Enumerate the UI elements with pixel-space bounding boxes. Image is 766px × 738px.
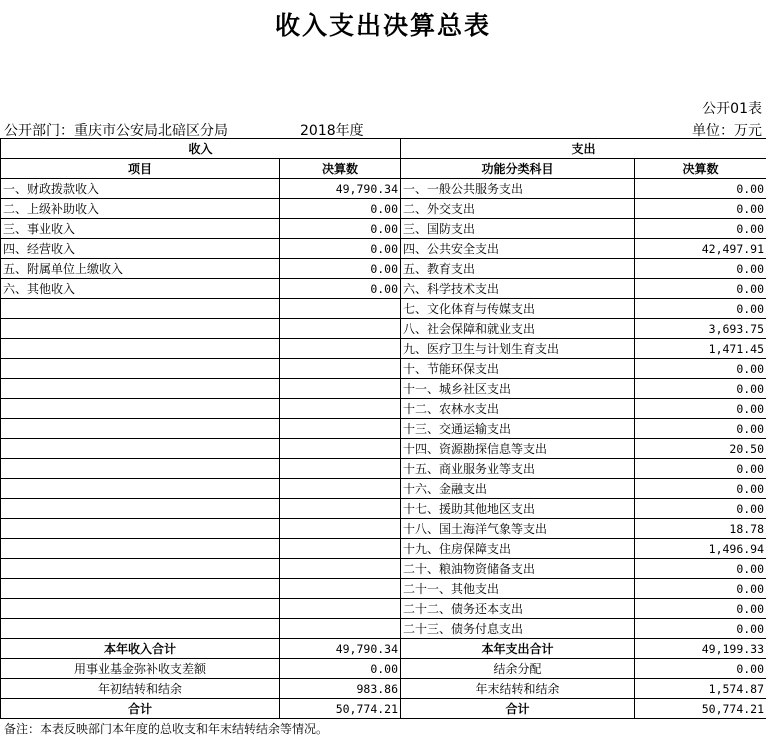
income-amount: [280, 499, 401, 519]
expense-summary-label: 合计: [401, 699, 635, 719]
income-item: [1, 319, 280, 339]
income-item: 一、财政拨款收入: [1, 179, 280, 199]
expense-item: 六、科学技术支出: [401, 279, 635, 299]
table-row: [1, 179, 766, 199]
expense-item: 十六、金融支出: [401, 479, 635, 499]
income-item: [1, 599, 280, 619]
item-column-header: 项目: [1, 159, 280, 179]
income-item: 四、经营收入: [1, 239, 280, 259]
expense-amount: 0.00: [635, 399, 766, 419]
income-amount: [280, 539, 401, 559]
table-row: [1, 259, 766, 279]
expense-amount: 0.00: [635, 619, 766, 639]
income-amount: [280, 419, 401, 439]
expense-item: 十、节能环保支出: [401, 359, 635, 379]
income-item: [1, 539, 280, 559]
income-amount: [280, 319, 401, 339]
table-row: [1, 619, 766, 639]
expense-item: 十三、交通运输支出: [401, 419, 635, 439]
income-amount: 0.00: [280, 259, 401, 279]
income-item: [1, 359, 280, 379]
income-amount: [280, 359, 401, 379]
expense-amount: 0.00: [635, 599, 766, 619]
table-row: [1, 559, 766, 579]
form-number: 公开01表: [702, 101, 762, 117]
table-row: [1, 419, 766, 439]
expense-item: 四、公共安全支出: [401, 239, 635, 259]
expense-summary-amount: 50,774.21: [635, 699, 766, 719]
income-header: 收入: [1, 139, 401, 159]
table-row: [1, 379, 766, 399]
income-amount: [280, 339, 401, 359]
summary-row: [1, 679, 766, 699]
income-amount: [280, 439, 401, 459]
expense-amount: 20.50: [635, 439, 766, 459]
income-amount: 0.00: [280, 199, 401, 219]
table-row: [1, 499, 766, 519]
table-row: [1, 599, 766, 619]
fiscal-year: 2018年度: [300, 123, 364, 139]
expense-summary-amount: 1,574.87: [635, 679, 766, 699]
expense-amount: 1,496.94: [635, 539, 766, 559]
expense-summary-label: 结余分配: [401, 659, 635, 679]
table-row: [1, 279, 766, 299]
table-row: [1, 439, 766, 459]
expense-summary-label: 本年支出合计: [401, 639, 635, 659]
expense-item: 五、教育支出: [401, 259, 635, 279]
section-header-row: [1, 139, 766, 159]
income-summary-amount: 49,790.34: [280, 639, 401, 659]
summary-row: [1, 699, 766, 719]
expense-amount: 0.00: [635, 459, 766, 479]
table-row: [1, 519, 766, 539]
expense-amount: 3,693.75: [635, 319, 766, 339]
expense-item: 十一、城乡社区支出: [401, 379, 635, 399]
table-row: [1, 299, 766, 319]
income-amount: [280, 299, 401, 319]
income-item: [1, 419, 280, 439]
amount-column-header: 决算数: [280, 159, 401, 179]
department-label: 公开部门：重庆市公安局北碚区分局: [4, 123, 228, 139]
expense-item: 二十一、其他支出: [401, 579, 635, 599]
expense-item: 十八、国土海洋气象等支出: [401, 519, 635, 539]
expense-item: 三、国防支出: [401, 219, 635, 239]
income-item: [1, 519, 280, 539]
expense-amount: 0.00: [635, 259, 766, 279]
expense-amount: 0.00: [635, 179, 766, 199]
page-title: 收入支出决算总表: [274, 11, 491, 40]
expense-item: 九、医疗卫生与计划生育支出: [401, 339, 635, 359]
expense-item: 十二、农林水支出: [401, 399, 635, 419]
expense-amount: 0.00: [635, 199, 766, 219]
table-row: [1, 199, 766, 219]
income-item: 五、附属单位上缴收入: [1, 259, 280, 279]
expense-amount: 0.00: [635, 479, 766, 499]
expense-amount: 0.00: [635, 419, 766, 439]
summary-row: [1, 659, 766, 679]
budget-table: [0, 138, 766, 719]
income-item: [1, 579, 280, 599]
expense-amount: 42,497.91: [635, 239, 766, 259]
expense-item: 二十二、债务还本支出: [401, 599, 635, 619]
income-amount: [280, 579, 401, 599]
income-amount: [280, 559, 401, 579]
expense-item: 十九、住房保障支出: [401, 539, 635, 559]
income-summary-amount: 0.00: [280, 659, 401, 679]
income-amount: [280, 399, 401, 419]
expense-item: 二十、粮油物资储备支出: [401, 559, 635, 579]
expense-amount: 0.00: [635, 559, 766, 579]
expense-amount: 0.00: [635, 379, 766, 399]
income-summary-label: 本年收入合计: [1, 639, 280, 659]
amount2-column-header: 决算数: [635, 159, 766, 179]
table-row: [1, 359, 766, 379]
income-item: 二、上级补助收入: [1, 199, 280, 219]
expense-amount: 18.78: [635, 519, 766, 539]
income-summary-amount: 983.86: [280, 679, 401, 699]
unit-label: 单位：万元: [692, 123, 762, 139]
income-item: [1, 299, 280, 319]
table-row: [1, 219, 766, 239]
expense-item: 十四、资源勘探信息等支出: [401, 439, 635, 459]
func-item-column-header: 功能分类科目: [401, 159, 635, 179]
expense-item: 十五、商业服务业等支出: [401, 459, 635, 479]
income-amount: [280, 519, 401, 539]
expense-item: 八、社会保障和就业支出: [401, 319, 635, 339]
income-item: [1, 399, 280, 419]
income-summary-label: 合计: [1, 699, 280, 719]
table-row: [1, 399, 766, 419]
income-item: [1, 559, 280, 579]
expense-summary-amount: 49,199.33: [635, 639, 766, 659]
expense-item: 七、文化体育与传媒支出: [401, 299, 635, 319]
income-amount: [280, 459, 401, 479]
income-amount: 0.00: [280, 219, 401, 239]
expense-summary-amount: 0.00: [635, 659, 766, 679]
footnote: 备注：本表反映部门本年度的总收支和年末结转结余等情况。: [4, 722, 329, 736]
expense-amount: 0.00: [635, 299, 766, 319]
table-row: [1, 239, 766, 259]
expense-amount: 0.00: [635, 359, 766, 379]
income-item: 三、事业收入: [1, 219, 280, 239]
income-item: [1, 479, 280, 499]
income-item: [1, 459, 280, 479]
income-amount: 49,790.34: [280, 179, 401, 199]
expense-amount: 0.00: [635, 499, 766, 519]
expense-header: 支出: [401, 139, 766, 159]
table-row: [1, 319, 766, 339]
income-item: [1, 619, 280, 639]
income-item: [1, 339, 280, 359]
income-summary-label: 用事业基金弥补收支差额: [1, 659, 280, 679]
expense-amount: 0.00: [635, 279, 766, 299]
column-header-row: [1, 159, 766, 179]
expense-item: 二十三、债务付息支出: [401, 619, 635, 639]
expense-item: 二、外交支出: [401, 199, 635, 219]
expense-item: 一、一般公共服务支出: [401, 179, 635, 199]
income-summary-amount: 50,774.21: [280, 699, 401, 719]
table-row: [1, 579, 766, 599]
income-item: [1, 499, 280, 519]
table-row: [1, 459, 766, 479]
income-amount: [280, 479, 401, 499]
expense-amount: 0.00: [635, 579, 766, 599]
table-row: [1, 479, 766, 499]
income-summary-label: 年初结转和结余: [1, 679, 280, 699]
income-item: [1, 439, 280, 459]
income-amount: [280, 619, 401, 639]
expense-amount: 1,471.45: [635, 339, 766, 359]
income-amount: [280, 599, 401, 619]
table-row: [1, 539, 766, 559]
income-item: [1, 379, 280, 399]
expense-summary-label: 年末结转和结余: [401, 679, 635, 699]
table-row: [1, 339, 766, 359]
income-amount: [280, 379, 401, 399]
expense-amount: 0.00: [635, 219, 766, 239]
income-amount: 0.00: [280, 279, 401, 299]
income-amount: 0.00: [280, 239, 401, 259]
expense-item: 十七、援助其他地区支出: [401, 499, 635, 519]
income-item: 六、其他收入: [1, 279, 280, 299]
summary-row: [1, 639, 766, 659]
